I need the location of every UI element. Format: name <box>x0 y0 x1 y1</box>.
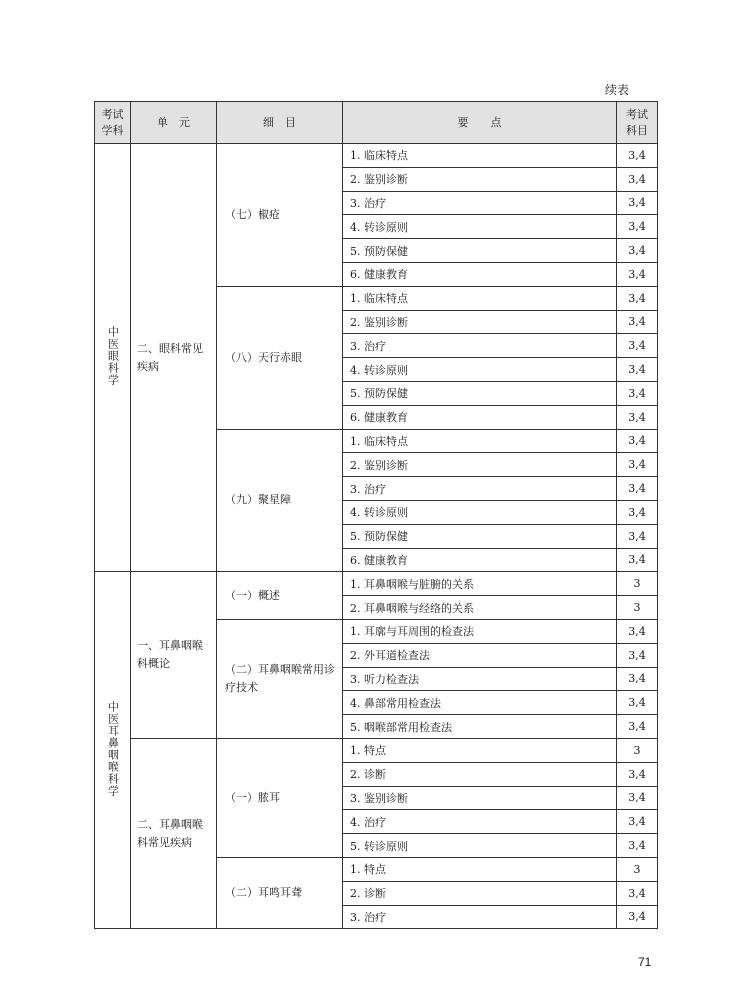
unit-cell: 二、耳鼻咽喉科常见疾病 <box>131 738 217 928</box>
exam-cell: 3,4 <box>617 619 658 643</box>
key-point-cell: 2. 鉴别诊断 <box>343 167 617 191</box>
key-point-cell: 4. 转诊原则 <box>343 500 617 524</box>
key-point-cell: 2. 外耳道检查法 <box>343 643 617 667</box>
exam-cell: 3,4 <box>617 834 658 858</box>
header-exam-line2: 科目 <box>626 123 648 137</box>
exam-cell: 3 <box>617 738 658 762</box>
key-point-cell: 3. 听力检查法 <box>343 667 617 691</box>
exam-cell: 3 <box>617 572 658 596</box>
key-point-cell: 1. 耳廓与耳周围的检查法 <box>343 619 617 643</box>
key-point-cell: 1. 特点 <box>343 738 617 762</box>
exam-cell: 3,4 <box>617 358 658 382</box>
subject-cell <box>95 144 131 572</box>
header-exam <box>617 102 658 144</box>
exam-cell: 3,4 <box>617 191 658 215</box>
key-point-cell: 5. 预防保健 <box>343 524 617 548</box>
key-point-cell: 1. 耳鼻咽喉与脏腑的关系 <box>343 572 617 596</box>
exam-cell: 3 <box>617 857 658 881</box>
exam-cell: 3,4 <box>617 715 658 739</box>
key-point-cell: 3. 治疗 <box>343 905 617 929</box>
key-point-cell: 1. 临床特点 <box>343 144 617 168</box>
exam-cell: 3,4 <box>617 310 658 334</box>
table-body <box>95 144 658 929</box>
key-point-cell: 6. 健康教育 <box>343 548 617 572</box>
exam-cell: 3,4 <box>617 500 658 524</box>
exam-cell: 3,4 <box>617 215 658 239</box>
header-unit: 单 元 <box>131 102 217 144</box>
header-subject <box>95 102 131 144</box>
key-point-cell: 1. 特点 <box>343 857 617 881</box>
key-point-cell: 5. 预防保健 <box>343 381 617 405</box>
exam-cell: 3,4 <box>617 786 658 810</box>
subject-cell <box>95 572 131 929</box>
exam-cell: 3,4 <box>617 548 658 572</box>
key-point-cell: 3. 鉴别诊断 <box>343 786 617 810</box>
key-point-cell: 2. 鉴别诊断 <box>343 453 617 477</box>
key-point-cell: 5. 预防保健 <box>343 239 617 263</box>
key-point-cell: 6. 健康教育 <box>343 262 617 286</box>
exam-cell: 3,4 <box>617 286 658 310</box>
table-row <box>95 572 658 596</box>
subject-label: 中医眼科学 <box>106 326 120 387</box>
key-point-cell: 3. 治疗 <box>343 334 617 358</box>
item-cell: （二）耳鼻咽喉常用诊疗技术 <box>217 619 343 738</box>
table-row <box>95 144 658 168</box>
table-header <box>95 102 658 144</box>
key-point-cell: 1. 临床特点 <box>343 286 617 310</box>
item-cell: （二）耳鸣耳聋 <box>217 857 343 928</box>
subject-label: 中医耳鼻咽喉科学 <box>106 700 120 797</box>
key-point-cell: 5. 咽喉部常用检查法 <box>343 715 617 739</box>
table-row <box>95 738 658 762</box>
key-point-cell: 1. 临床特点 <box>343 429 617 453</box>
exam-cell: 3,4 <box>617 524 658 548</box>
page-number: 71 <box>638 955 652 969</box>
unit-cell: 一、耳鼻咽喉科概论 <box>131 572 217 739</box>
key-point-cell: 4. 治疗 <box>343 810 617 834</box>
key-point-cell: 2. 诊断 <box>343 881 617 905</box>
exam-cell: 3 <box>617 596 658 620</box>
header-exam-line1: 考试 <box>626 107 648 121</box>
header-subject-line1: 考试 <box>101 107 124 121</box>
item-cell: （一）脓耳 <box>217 738 343 857</box>
exam-cell: 3,4 <box>617 405 658 429</box>
exam-cell: 3,4 <box>617 762 658 786</box>
unit-cell: 二、眼科常见疾病 <box>131 144 217 572</box>
exam-cell: 3,4 <box>617 334 658 358</box>
exam-cell: 3,4 <box>617 810 658 834</box>
exam-cell: 3,4 <box>617 429 658 453</box>
key-point-cell: 6. 健康教育 <box>343 405 617 429</box>
exam-cell: 3,4 <box>617 691 658 715</box>
exam-cell: 3,4 <box>617 477 658 501</box>
item-cell: （九）聚星障 <box>217 429 343 572</box>
key-point-cell: 3. 治疗 <box>343 191 617 215</box>
exam-cell: 3,4 <box>617 239 658 263</box>
key-point-cell: 4. 转诊原则 <box>343 215 617 239</box>
key-point-cell: 2. 鉴别诊断 <box>343 310 617 334</box>
key-point-cell: 2. 诊断 <box>343 762 617 786</box>
key-point-cell: 5. 转诊原则 <box>343 834 617 858</box>
header-key-points: 要 点 <box>343 102 617 144</box>
key-point-cell: 4. 鼻部常用检查法 <box>343 691 617 715</box>
header-subject-line2: 学科 <box>101 123 124 137</box>
exam-cell: 3,4 <box>617 381 658 405</box>
exam-cell: 3,4 <box>617 667 658 691</box>
key-point-cell: 3. 治疗 <box>343 477 617 501</box>
exam-cell: 3,4 <box>617 643 658 667</box>
item-cell: （八）天行赤眼 <box>217 286 343 429</box>
key-point-cell: 2. 耳鼻咽喉与经络的关系 <box>343 596 617 620</box>
exam-cell: 3,4 <box>617 905 658 929</box>
exam-cell: 3,4 <box>617 144 658 168</box>
item-cell: （七）椒疮 <box>217 144 343 287</box>
exam-cell: 3,4 <box>617 262 658 286</box>
exam-cell: 3,4 <box>617 167 658 191</box>
header-item: 细 目 <box>217 102 343 144</box>
exam-cell: 3,4 <box>617 453 658 477</box>
item-cell: （一）概述 <box>217 572 343 620</box>
exam-cell: 3,4 <box>617 881 658 905</box>
continued-label: 续表 <box>605 83 630 97</box>
syllabus-table <box>94 101 658 929</box>
key-point-cell: 4. 转诊原则 <box>343 358 617 382</box>
